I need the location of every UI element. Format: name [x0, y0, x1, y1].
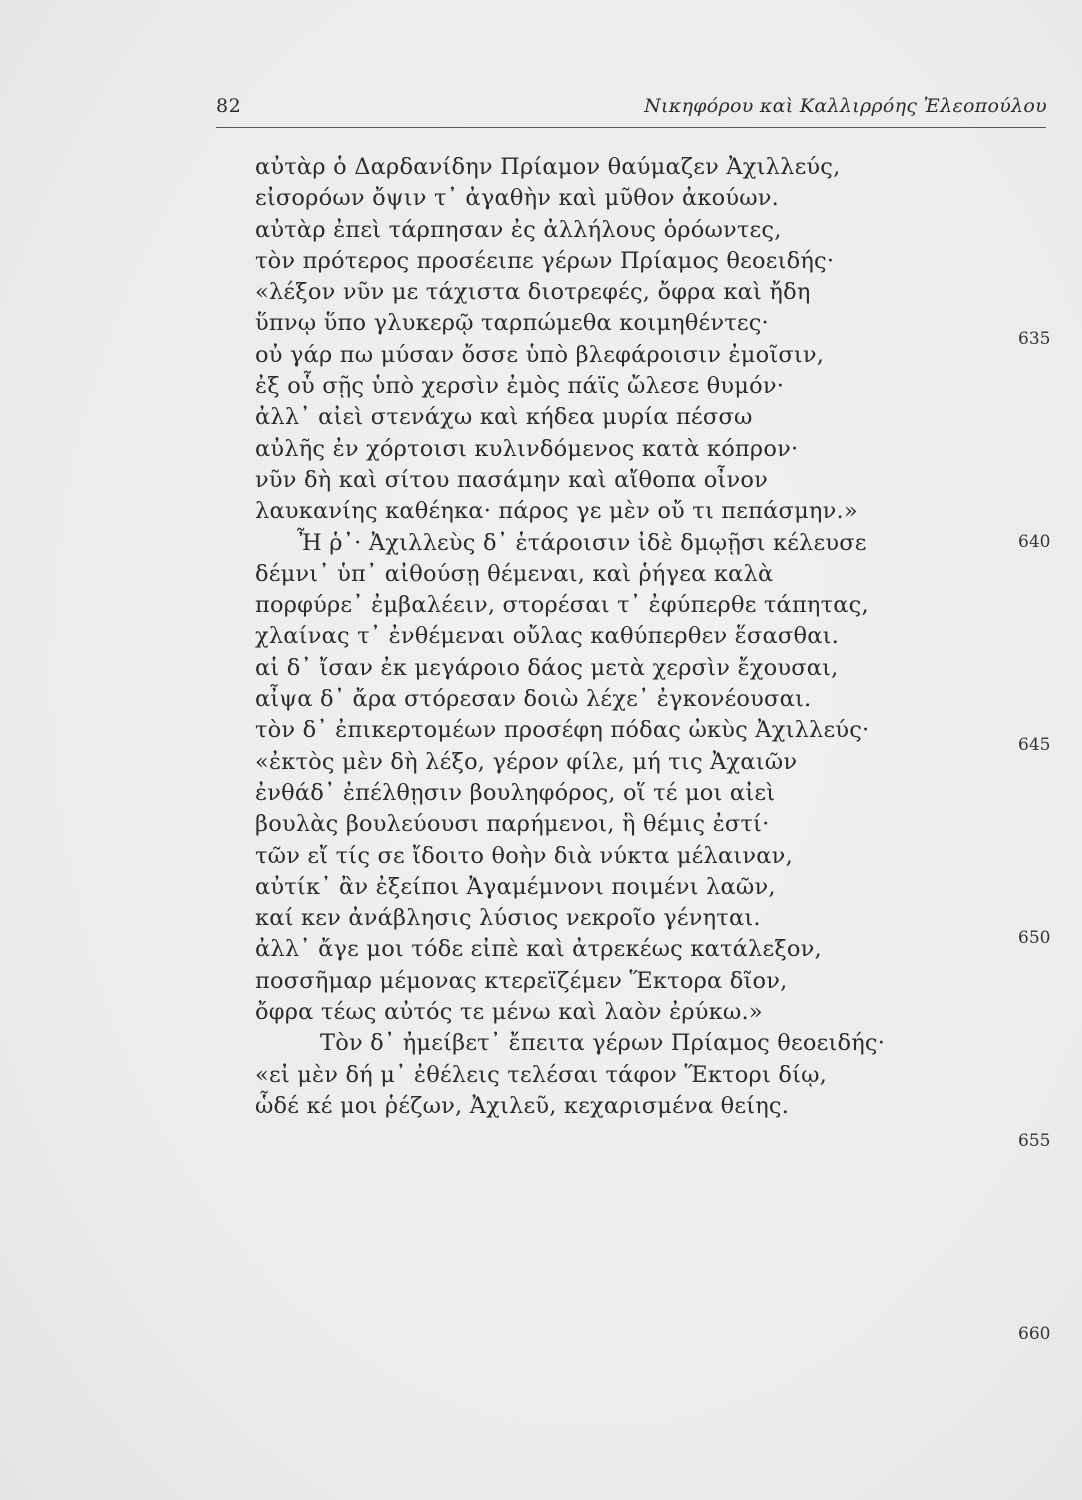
verse-line: δέμνι᾿ ὑπ᾿ αἰθούσῃ θέμεναι, καὶ ῥήγεα καλὰ: [255, 560, 774, 587]
line-number: 660: [1018, 1324, 1051, 1344]
verse-line: ἐξ οὗ σῇς ὑπὸ χερσὶν ἐμὸς πάϊς ὤλεσε θυμόν·: [255, 373, 785, 400]
verse-line: καί κεν ἀνάβλησις λύσιος νεκροῖο γένηται.: [255, 905, 761, 932]
verse-line: «ἐκτὸς μὲν δὴ λέξο, γέρον φίλε, μή τις Ἀχαιῶν: [255, 748, 798, 775]
verse-line: λαυκανίης καθέηκα· πάρος γε μὲν οὔ τι πεπάσμην.»: [255, 498, 858, 525]
verse-line: αὐτὰρ ὁ Δαρδανίδην Πρίαμον θαύμαζεν Ἀχιλλεύς,: [255, 154, 841, 180]
verse-line: πορφύρε᾿ ἐμβαλέειν, στορέσαι τ᾿ ἐφύπερθε τάπητας,: [255, 592, 869, 619]
line-number: 640: [1018, 532, 1051, 552]
verse-line: ὧδέ κέ μοι ῥέζων, Ἀχιλεῦ, κεχαρισμένα θείης.: [255, 1092, 790, 1119]
verse-line: νῦν δὴ καὶ σίτου πασάμην καὶ αἴθοπα οἶνον: [255, 466, 769, 493]
verse-line: ὄφρα τέως αὐτός τε μένω καὶ λαὸν ἐρύκω.»: [255, 999, 763, 1026]
verse-line: «λέξον νῦν με τάχιστα διοτρεφές, ὄφρα καὶ ἤδη: [255, 279, 811, 306]
verse-line: τὸν δ᾿ ἐπικερτομέων προσέφη πόδας ὠκὺς Ἀχιλλεύς·: [255, 717, 870, 744]
verse-line: εἰσορόων ὄψιν τ᾿ ἀγαθὴν καὶ μῦθον ἀκούων.: [255, 185, 780, 212]
line-number: 645: [1018, 735, 1051, 755]
verse-line: τὸν πρότερος προσέειπε γέρων Πρίαμος θεοειδής·: [255, 247, 835, 274]
verse-text: [255, 152, 1005, 1122]
verse-line: αἱ δ᾿ ἴσαν ἐκ μεγάροιο δάος μετὰ χερσὶν ἔχουσαι,: [255, 654, 839, 681]
verse-line: ὕπνῳ ὕπο γλυκερῷ ταρπώμεθα κοιμηθέντες·: [255, 310, 769, 337]
verse-line: ἐνθάδ᾿ ἐπέλθῃσιν βουληφόρος, οἵ τέ μοι αἰεὶ: [255, 779, 776, 806]
running-head: Νικηφόρου καὶ Καλλιρρόης Ἐλεοπούλου: [644, 95, 1047, 117]
verse-line: «εἰ μὲν δή μ᾿ ἐθέλεις τελέσαι τάφον Ἕκτορι δίῳ,: [255, 1061, 828, 1088]
verse-line: βουλὰς βουλεύουσι παρήμενοι, ἣ θέμις ἐστί·: [255, 811, 770, 838]
verse-line: αὐτίκ᾿ ἂν ἐξείποι Ἀγαμέμνονι ποιμένι λαῶν,: [255, 873, 776, 900]
verse-line: Ἦ ῥ᾿· Ἀχιλλεὺς δ᾿ ἑτάροισιν ἰδὲ δμῳῇσι κέλευσε: [297, 529, 867, 556]
verse-line: οὐ γάρ πω μύσαν ὄσσε ὑπὸ βλεφάροισιν ἐμοῖσιν,: [255, 341, 825, 368]
verse-line: χλαίνας τ᾿ ἐνθέμεναι οὔλας καθύπερθεν ἕσασθαι.: [255, 623, 839, 650]
line-number: 650: [1018, 928, 1051, 948]
verse-line: τῶν εἴ τίς σε ἴδοιτο θοὴν διὰ νύκτα μέλαιναν,: [255, 842, 793, 869]
verse-line: ποσσῆμαρ μέμονας κτερεϊζέμεν Ἕκτορα δῖον,: [255, 967, 788, 994]
verse-line: Τὸν δ᾿ ἠμείβετ᾿ ἔπειτα γέρων Πρίαμος θεοειδής·: [320, 1030, 886, 1057]
verse-line: ἀλλ᾿ ἄγε μοι τόδε εἰπὲ καὶ ἀτρεκέως κατάλεξον,: [255, 936, 822, 963]
line-number: 635: [1018, 329, 1051, 349]
verse-line: αὐλῆς ἐν χόρτοισι κυλινδόμενος κατὰ κόπρον·: [255, 435, 799, 462]
verse-line: ἀλλ᾿ αἰεὶ στενάχω καὶ κήδεα μυρία πέσσω: [255, 404, 753, 431]
page-number: 82: [216, 95, 242, 117]
line-number: 655: [1018, 1131, 1051, 1151]
verse-line: αὐτὰρ ἐπεὶ τάρπησαν ἐς ἀλλήλους ὁρόωντες,: [255, 216, 782, 243]
verse-line: αἶψα δ᾿ ἄρα στόρεσαν δοιὼ λέχε᾿ ἐγκονέουσαι.: [255, 686, 812, 713]
header-rule: [216, 127, 1046, 128]
